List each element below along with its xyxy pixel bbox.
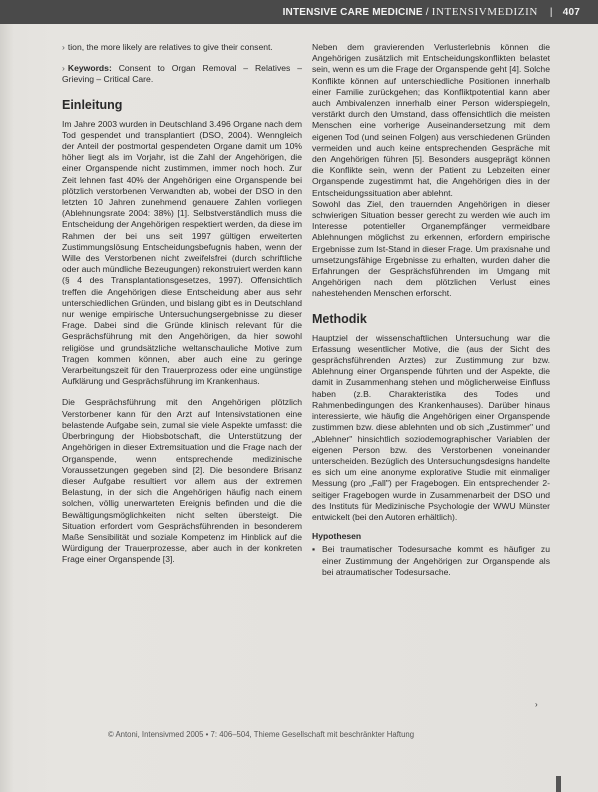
paragraph: Neben dem gravierenden Verlusterlebnis können die Angehörigen zusätzlich mit Entscheidungskonflikten belastet sein, wenn es um die Frage der Organspende geht [4]. Solche Konflikte können auf unterschiedliche Positionen innerhalb einer Familie zurückgehen; das Konfliktpotential kann aber auch Ambivalenzen innerhalb einer Person widerspiegeln, verstärkt durch den Umstand, dass offensichtlich die meisten Menschen eine vorherige Auseinandersetzung mit dem eigenen Tod (und seinen Folgen) aus verschiedenen Gründen vermeiden und auch keine entsprechenden Gespräche mit den Angehörigen führen [5]. Besonders ausgeprägt können die Konflikte sein, wenn der Patient zu Lebzeiten einer Organspende zugestimmt hat, die Angehörigen dies in der Entscheidungssituation aber ablehnt. [312, 42, 550, 198]
next-page-arrow-icon: › [535, 700, 538, 709]
margin-tab [556, 776, 561, 792]
list-item: ▪ Bei traumatischer Todesursache kommt es häufiger zu einer Zustimmung der Angehörigen zur Organspende als bei atraumatischer Todesursache. [312, 544, 550, 578]
header-divider: | [549, 6, 553, 18]
keywords [62, 63, 302, 85]
paragraph: Hauptziel der wissenschaftlichen Untersuchung war die Erfassung wesentlicher Motive, die (aus der Sicht des gesprächsführenden Arztes) zur Zustimmung zur bzw. Ablehnung einer Organspende führten und der Aspekte, die damit in Zusammenhang stehen und möglicherweise Einfluss haben (z.B. Charakteristika des Todes und Rahmenbedingungen des Krankenhauses). Darüber hinaus interessierte, wie häufig die Angehörigen einer Organspende zustimmen bzw. diese ablehnten und ob sich „Zustimmer" und „Ablehner" hinsichtlich soziodemographischer Variablen der eigenen Person bzw. des Verstorbenen voneinander unterscheiden. Bezüglich des Untersuchungsdesigns handelte es sich um eine anonyme explorative Studie mit einmaliger Messung (pro „Fall") per Fragebogen. Ein entsprechender 2-seitiger Fragebogen wurde in Zusammenarbeit der DSO und des Instituts für Medizinische Psychologie der WWU Münster entwickelt (bei den Autoren erhältlich). [312, 332, 550, 522]
header-separator: / [425, 6, 429, 18]
abstract-continuation [62, 42, 302, 53]
keywords-text: Consent to Organ Removal – Relatives – Grieving – Critical Care. [62, 63, 302, 85]
left-column [62, 42, 302, 566]
journal-title-de: INTENSIVMEDIZIN [431, 6, 538, 18]
keywords-arrow-icon: › [62, 63, 65, 74]
right-column [312, 42, 550, 578]
continuation-arrow-icon: › [62, 42, 65, 52]
paragraph: Im Jahre 2003 wurden in Deutschland 3.496 Organe nach dem Tod gespendet und transplantiert (DSO, 2004). Wenngleich der Anteil der postmortal gespendeten Organe damit um 10% höher liegt als im Vorjahr, ist die Zahl der Angehörigen, die einer Organspende nicht zustimmen, immer noch hoch. Zur Zeit lehnen fast 40% der Angehörigen eine Organspende bei plötzlich verstorbenen Verwandten ab, wobei der DSO in den letzten 10 Jahren zunehmend genauere Zahlen vorliegen (Ablehnungsrate 2004: 38%) [1]. Selbstverständlich muss die Entscheidung der Angehörigen respektiert werden, da diese im Rahmen der bei uns seit 1997 gültigen erweiterten Zustimmungslösung Entscheidungsbefugnis haben, wenn der Wille des Verstorbenen nicht zweifelsfrei (durch schriftliche oder auch mündliche Bezeugungen) rekonstruiert werden kann (§ 4 des Transplantationsgesetzes, 1997). Offensichtlich treffen die Angehörigen diese Entscheidung aber aus sehr unterschiedlichen Gründen, und bislang gibt es in Deutschland nur wenige empirische Untersuchungsergebnisse zu dieser Frage. Dabei sind die Gründe klinisch relevant für die Gesprächsführung mit den Angehörigen, da hier sowohl religiöse und grundsätzliche weltanschauliche Motive zum Tragen kommen können, aber auch eine zu geringe Verarbeitungszeit für den Trauerprozess oder eine ungünstige Aufklärung und Gesprächsführung im Krankenhaus. [62, 118, 302, 387]
subheading-hypothesen: Hypothesen [312, 531, 362, 542]
running-header [0, 0, 598, 24]
section-heading-methodik: Methodik [312, 311, 367, 326]
abstract-text: tion, the more likely are relatives to give their consent. [67, 42, 273, 52]
paragraph: Sowohl das Ziel, den trauernden Angehörigen in dieser schwierigen Situation besser gerecht zu werden wie auch im Interesse potentieller Organempfänger vermeidbare Ablehnungen möglichst zu erkennen, erfordern empirische Ergebnisse zum Ist-Stand in dieser Frage. Um praxisnahe und umsetzungsfähige Ergebnisse zu erhalten, wurden daher die Erfahrungen der Gesprächsführenden im Umgang mit Angehörigen nach dem plötzlichen Verlust eines nahestehenden Menschen erforscht. [312, 198, 550, 299]
section-heading-einleitung: Einleitung [62, 97, 123, 112]
journal-title-en: INTENSIVE CARE MEDICINE [282, 6, 423, 18]
keywords-label: Keywords: [67, 63, 112, 74]
hypotheses-list [312, 544, 550, 578]
copyright-footer: © Antoni, Intensivmed 2005 • 7: 406–504, Thieme Gesellschaft mit beschränkter Haftung [108, 730, 415, 739]
page-number: 407 [562, 6, 580, 18]
paragraph: Die Gesprächsführung mit den Angehörigen plötzlich Verstorbener kann für den Arzt auf Intensivstationen eine belastende Aufgabe sein, zumal sie viele Aspekte umfasst: die Überbringung der Hiobsbotschaft, die Unterstützung der Angehörigen in dieser Extremsituation und die Frage nach der Organspende, wenn entsprechende medizinische Voraussetzungen gegeben sind [2]. Die besondere Brisanz dieser Aufgabe resultiert vor allem aus der extremen Belastung, in der sich die Angehörigen häufig nach einem solchen, völlig unerwarteten Ereignis befinden und die die Bewältigungsmöglichkeiten nicht selten übersteigt. Die Situation erfordert vom Gesprächsführenden in besonderem Maße Sensibilität und soziale Kompetenz im Hinblick auf die Würdigung der Trauerprozesse, aber auch in der konkreten Frage einer Organspende [3]. [62, 397, 302, 565]
